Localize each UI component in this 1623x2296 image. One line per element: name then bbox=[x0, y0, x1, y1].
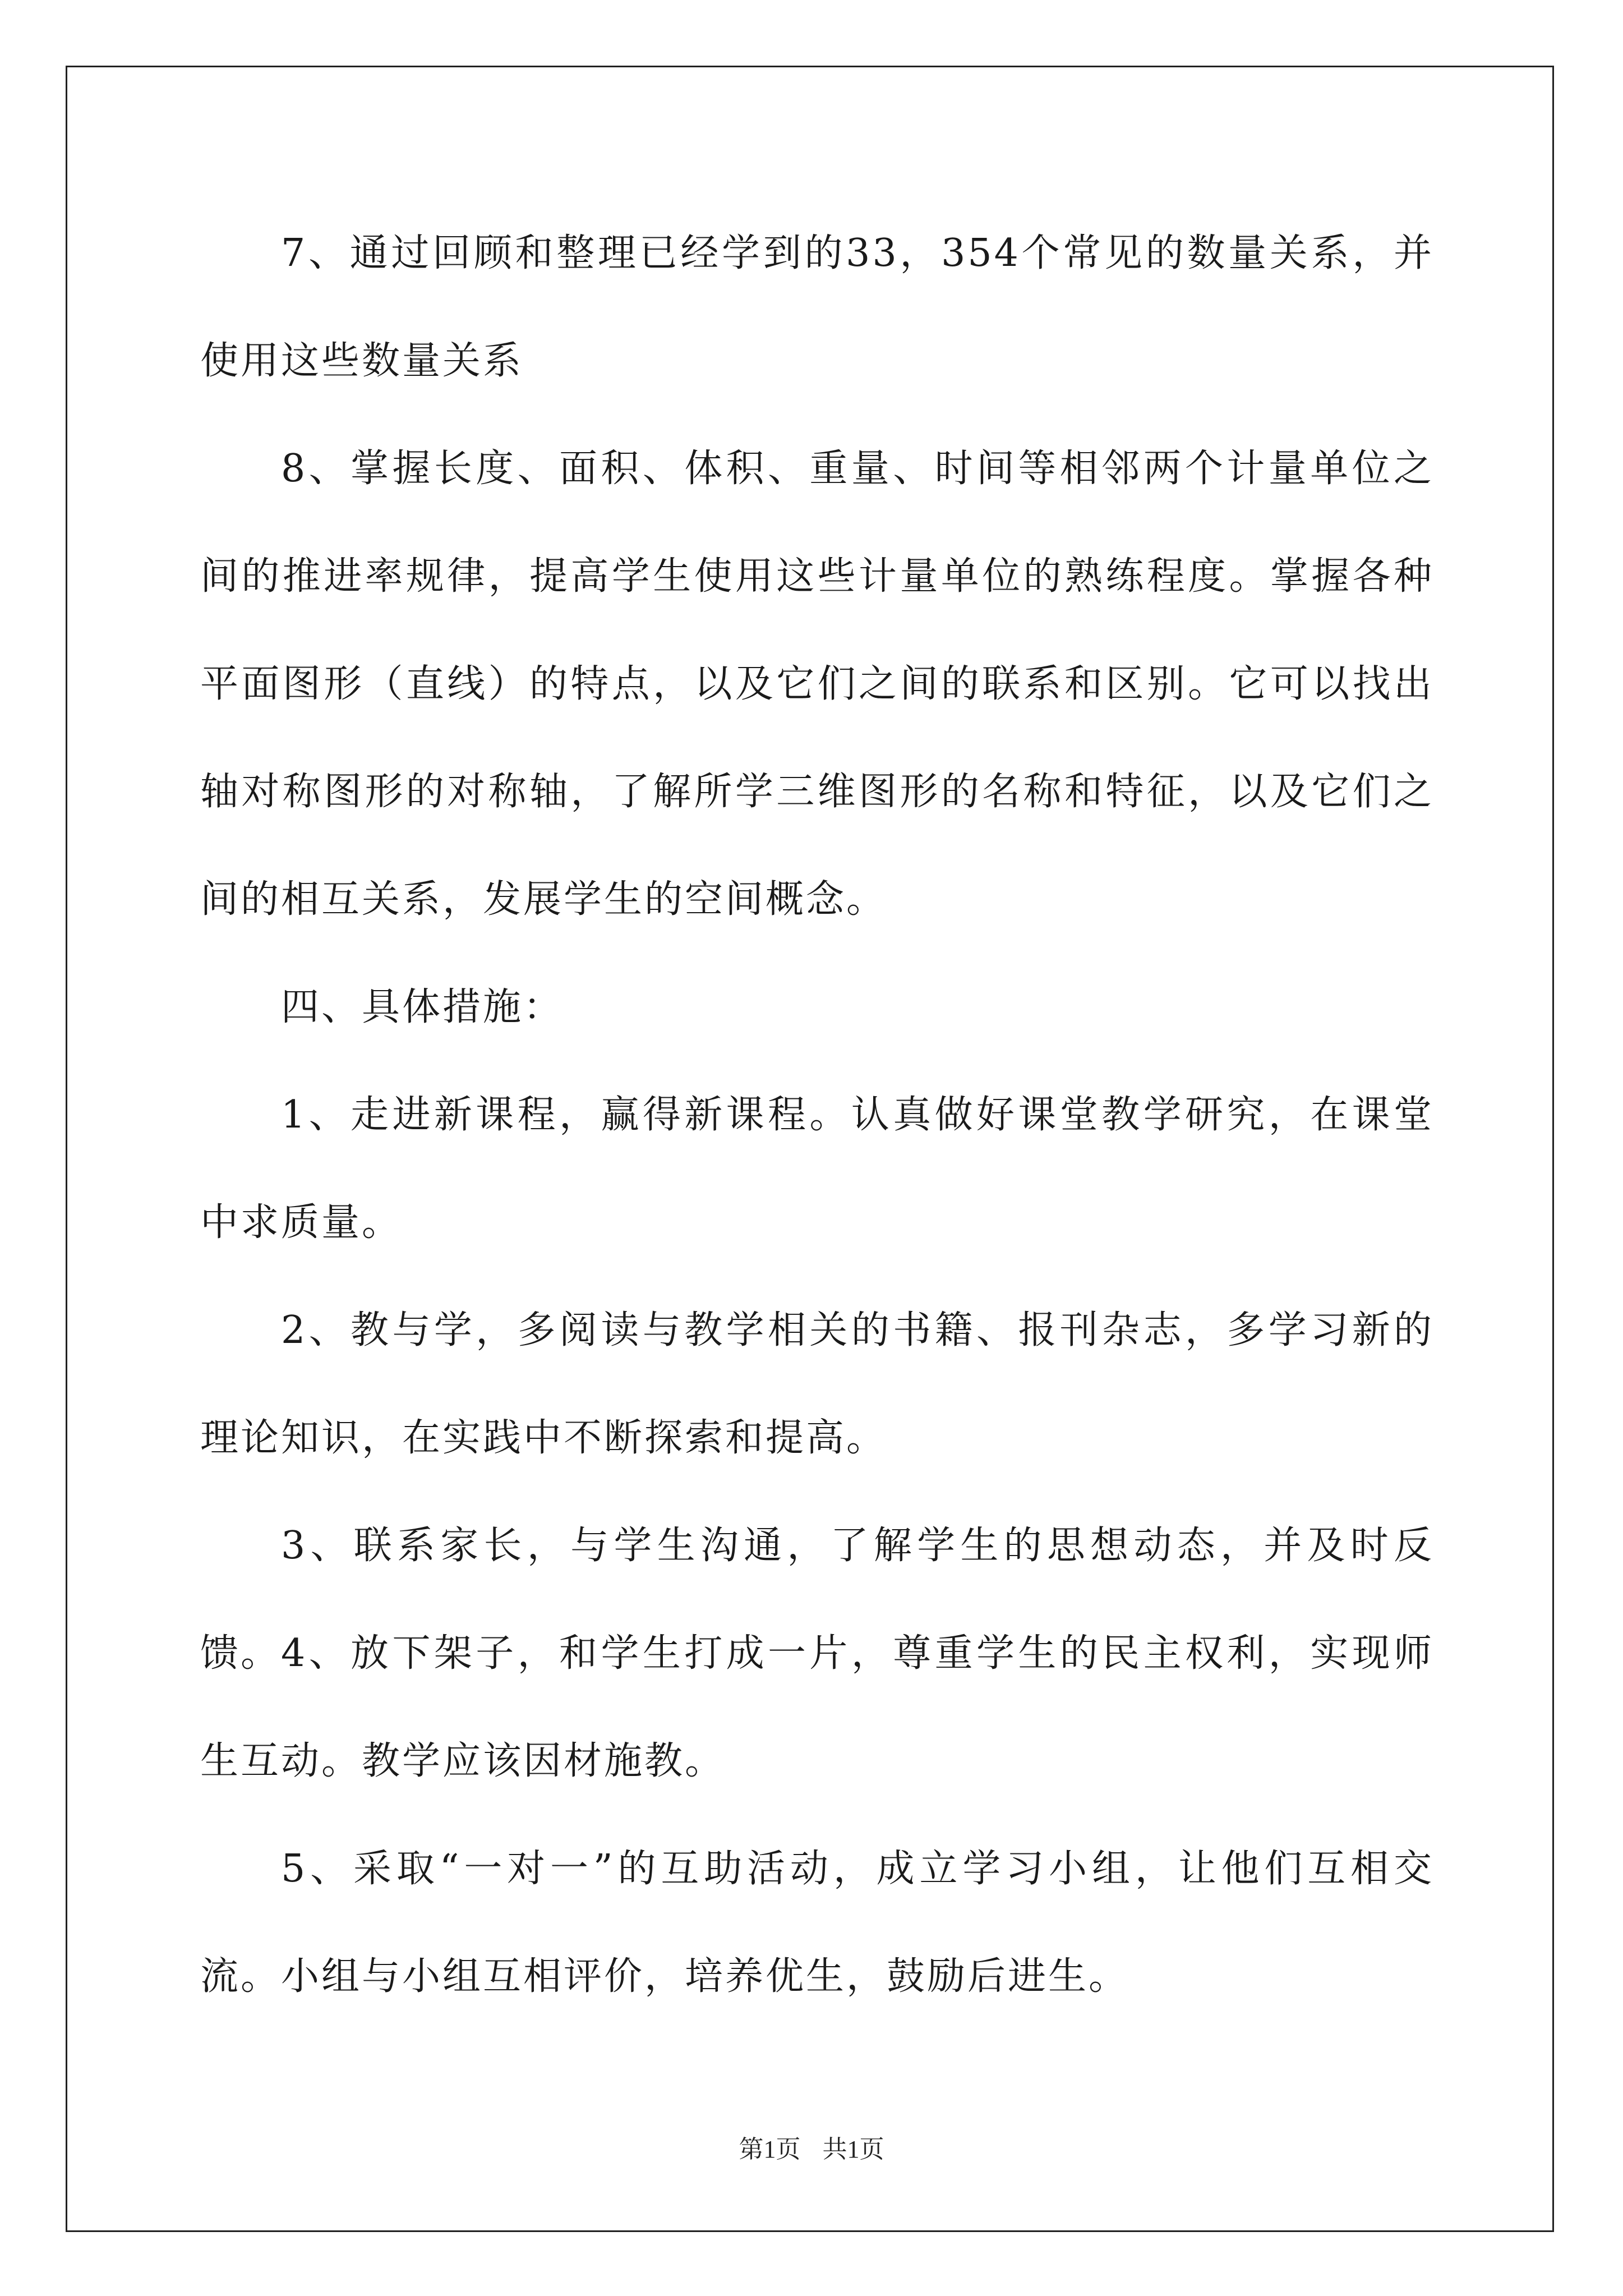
page-number-current: 第1页 bbox=[739, 2136, 801, 2163]
measure-item-1: 1、走进新课程，赢得新课程。认真做好课堂教学研究，在课堂中求质量。 bbox=[200, 1093, 1434, 1245]
measure-item-4: 4、放下架子，和学生打成一片，尊重学生的民主权利，实现师生互动。教学应该因材施教。 bbox=[200, 1631, 1434, 1783]
page-number-total: 共1页 bbox=[822, 2136, 884, 2163]
paragraph-item-8: 8、掌握长度、面积、体积、重量、时间等相邻两个计量单位之间的推进率规律，提高学生使用这些计量单位的熟练程度。掌握各种平面图形（直线）的特点，以及它们之间的联系和区别。它可以找出轴对称图形的对称轴，了解所学三维图形的名称和特征，以及它们之间的相互关系，发展学生的空间概念。 bbox=[200, 447, 1434, 922]
measure-item-2: 2、教与学，多阅读与教学相关的书籍、报刊杂志，多学习新的理论知识，在实践中不断探索和提高。 bbox=[200, 1308, 1434, 1460]
measure-item-3: 3、联系家长，与学生沟通，了解学生的思想动态，并及时反馈。 bbox=[200, 1524, 1434, 1676]
section-heading-measures: 四、具体措施： bbox=[281, 985, 564, 1029]
measure-item-5: 5、采取“一对一”的互助活动，成立学习小组，让他们互相交流。小组与小组互相评价，培养优生，鼓励后进生。 bbox=[200, 1847, 1434, 1999]
page-footer bbox=[0, 2129, 1623, 2165]
paragraph-item-7: 7、通过回顾和整理已经学到的33，354个常见的数量关系，并使用这些数量关系 bbox=[200, 231, 1434, 383]
